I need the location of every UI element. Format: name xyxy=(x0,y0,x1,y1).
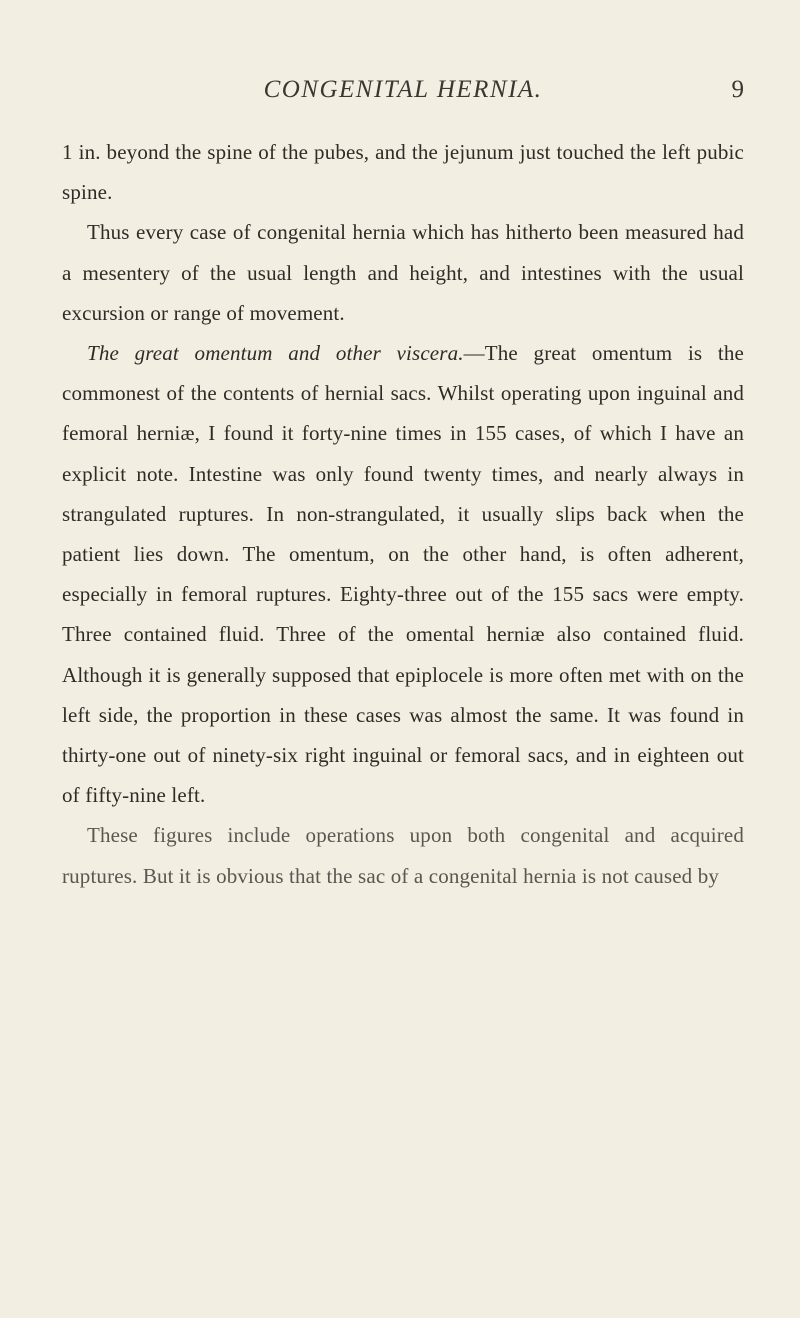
page-number: 9 xyxy=(731,76,744,103)
paragraph-2 xyxy=(62,212,744,333)
paragraph-4 xyxy=(62,815,744,895)
paragraph-2-text: Thus every case of congenital hernia which has hitherto been measured had a mesentery of the usual length and height, and intestines with the usual excursion or range of movement. xyxy=(62,220,744,325)
body-text xyxy=(62,132,744,896)
paragraph-3 xyxy=(62,333,744,815)
paragraph-1 xyxy=(62,132,744,212)
paragraph-1-text: 1 in. beyond the spine of the pubes, and the jejunum just touched the left pubic spine. xyxy=(62,140,744,205)
running-title: CONGENITAL HERNIA. xyxy=(263,76,543,103)
paragraph-4-text: These figures include operations upon both congenital and acquired ruptures. But it is obvious that the sac of a congenital hernia is not caused by xyxy=(62,823,744,888)
paragraph-3-text: —The great omentum is the commonest of the contents of hernial sacs. Whilst operating upon inguinal and femoral herniæ, I found it forty-nine times in 155 cases, of which I have an explicit note. Intestine was only found twenty times, and nearly always in strangulated ruptures. In non-strangulated, it usually slips back when the patient lies down. The omentum, on the other hand, is often adherent, especially in femoral ruptures. Eighty-three out of the 155 sacs were empty. Three contained fluid. Three of the omental herniæ also contained fluid. Although it is generally supposed that epiplocele is more often met with on the left side, the proportion in these cases was almost the same. It was found in thirty-one out of ninety-six right inguinal or femoral sacs, and in eighteen out of fifty-nine left. xyxy=(62,341,745,808)
running-head xyxy=(62,76,744,120)
section-heading: The great omentum and other viscera. xyxy=(87,341,464,366)
